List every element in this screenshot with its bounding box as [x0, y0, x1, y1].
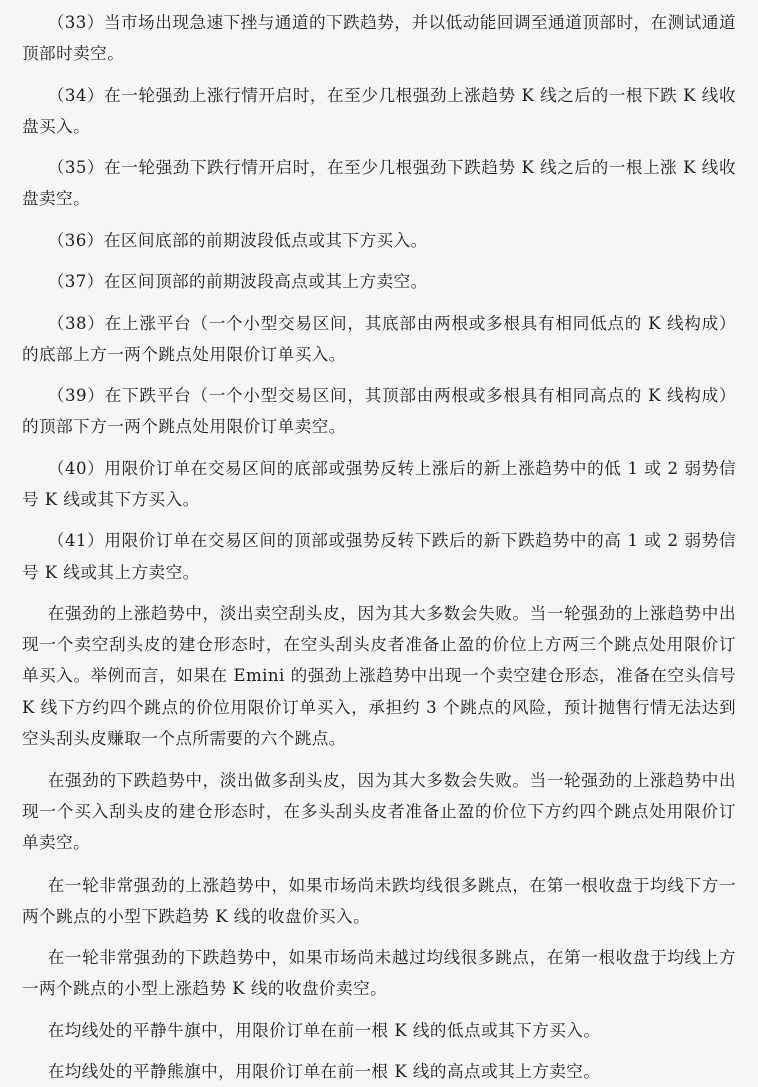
paragraph-39: （39）在下跌平台（一个小型交易区间，其顶部由两根或多根具有相同高点的 K 线构成）的顶部下方一两个跳点处用限价订单卖空。: [22, 386, 736, 437]
paragraph-41: （41）用限价订单在交易区间的顶部或强势反转下跌后的新下跌趋势中的高 1 或 2 弱势信号 K 线或其上方卖空。: [22, 531, 736, 582]
paragraph-35: （35）在一轮强劲下跌行情开启时，在至少几根强劲下跌趋势 K 线之后的一根上涨 K 线收盘卖空。: [22, 158, 736, 209]
paragraph-33: （33）当市场出现急速下挫与通道的下跌趋势，并以低动能回调至通道顶部时，在测试通道顶部时卖空。: [22, 13, 736, 64]
paragraph-quiet-bull-flag: 在均线处的平静牛旗中，用限价订单在前一根 K 线的低点或其下方买入。: [47, 1020, 601, 1040]
paragraph-fade-short-scalps: 在强劲的上涨趋势中，淡出卖空刮头皮，因为其大多数会失败。当一轮强劲的上涨趋势中出现一个卖空刮头皮的建仓形态时，在空头刮头皮者准备止盈的价位上方两三个跳点处用限价订单买入。举例而言，如果在 Emini 的强劲上涨趋势中出现一个卖空建仓形态，准备在空头信号 K 线下方约四个跳点的价位用限价订单买入，承担约 3 个跳点的风险，预计抛售行情无法达到空头刮头皮赚取一个点所需要的六个跳点。: [22, 603, 736, 748]
paragraph-strong-bull-ma: 在一轮非常强劲的上涨趋势中，如果市场尚未跌均线很多跳点，在第一根收盘于均线下方一两个跳点的小型下跌趋势 K 线的收盘价买入。: [22, 875, 736, 926]
paragraph-34: （34）在一轮强劲上涨行情开启时，在至少几根强劲上涨趋势 K 线之后的一根下跌 K 线收盘买入。: [22, 85, 736, 136]
paragraph-40: （40）用限价订单在交易区间的底部或强势反转上涨后的新上涨趋势中的低 1 或 2 弱势信号 K 线或其下方买入。: [22, 458, 736, 509]
paragraph-quiet-bear-flag: 在均线处的平静熊旗中，用限价订单在前一根 K 线的高点或其上方卖空。: [47, 1062, 601, 1082]
paragraph-36: （36）在区间底部的前期波段低点或其下方买入。: [47, 230, 428, 250]
paragraph-38: （38）在上涨平台（一个小型交易区间，其底部由两根或多根具有相同低点的 K 线构成）的底部上方一两个跳点处用限价订单买入。: [22, 313, 736, 364]
paragraph-37: （37）在区间顶部的前期波段高点或其上方卖空。: [47, 272, 428, 292]
paragraph-fade-long-scalps: 在强劲的下跌趋势中，淡出做多刮头皮，因为其大多数会失败。当一轮强劲的上涨趋势中出现一个买入刮头皮的建仓形态时，在多头刮头皮者准备止盈的价位下方约四个跳点处用限价订单卖空。: [22, 770, 736, 853]
paragraph-strong-bear-ma: 在一轮非常强劲的下跌趋势中，如果市场尚未越过均线很多跳点，在第一根收盘于均线上方一两个跳点的小型上涨趋势 K 线的收盘价卖空。: [22, 948, 736, 999]
